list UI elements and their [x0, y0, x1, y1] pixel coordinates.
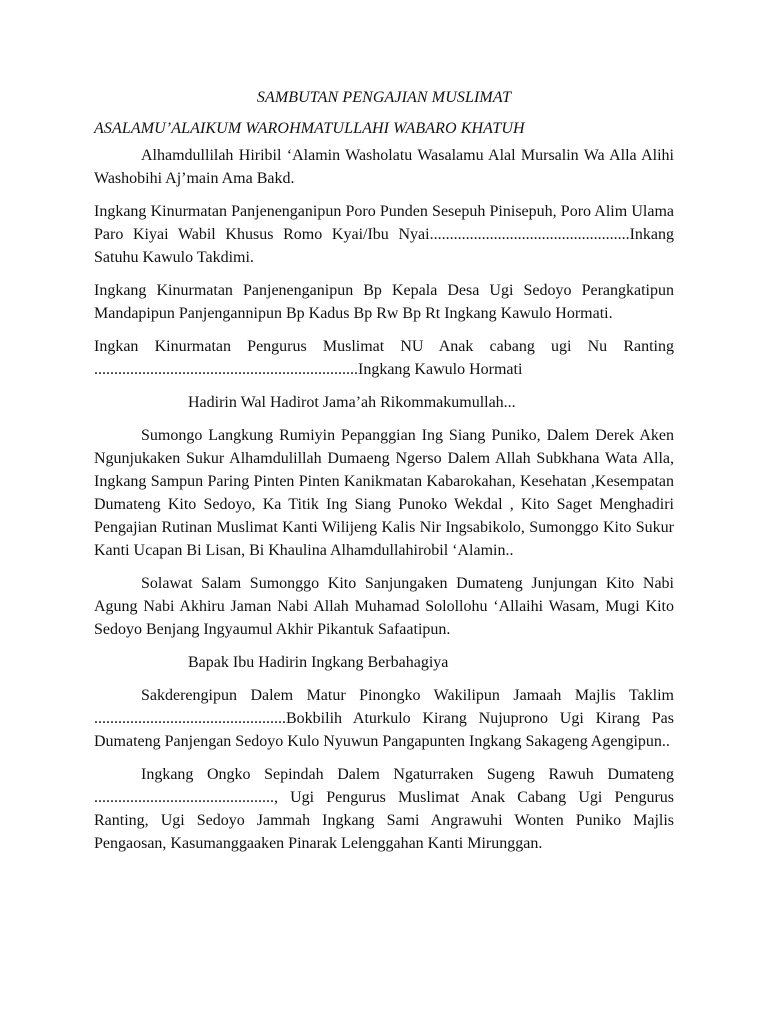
paragraph-salawat: Solawat Salam Sumonggo Kito Sanjungaken Dumateng Junjungan Kito Nabi Agung Nabi Akhiru Jaman Nabi Allah Muhamad Solollohu ‘Allaihi Wasam, Mugi Kito Sedoyo Benjang Ingyaumul Akhir Pikantuk Safaatipun.	[94, 575, 674, 638]
paragraph-address-audience: Hadirin Wal Hadirot Jama’ah Rikommakumullah...	[188, 394, 516, 411]
paragraph-apology: Sakderengipun Dalem Matur Pinongko Wakilipun Jamaah Majlis Taklim ................................................Bokbilih Aturkulo Kirang Nujuprono Ugi Kirang Pas Dumateng Panjengan Sedoyo Kulo Nyuwun Pangapunten Ingkang Sakageng Agengipun..	[94, 687, 674, 750]
paragraph-welcome: Ingkang Ongko Sepindah Dalem Ngaturraken Sugeng Rawuh Dumateng ............................................., Ugi Pengurus Muslimat Anak Cabang Ugi Pengurus Ranting, Ugi Sedoyo Jammah Ingkang Sami Angrawuhi Wonten Puniko Majlis Pengaosan, Kasumanggaaken Pinarak Lelenggahan Kanti Mirunggan.	[94, 766, 674, 852]
paragraph-honorific-board: Ingkan Kinurmatan Pengurus Muslimat NU Anak cabang ugi Nu Ranting ..................................................................Ingkang Kawulo Hormati	[94, 338, 674, 378]
opening-greeting: ASALAMU’ALAIKUM WAROHMATULLAHI WABARO KHATUH	[94, 120, 525, 137]
document-title: SAMBUTAN PENGAJIAN MUSLIMAT	[256, 89, 512, 106]
paragraph-honorific-elders: Ingkang Kinurmatan Panjenenganipun Poro Punden Sesepuh Pinisepuh, Poro Alim Ulama Paro Kiyai Wabil Khusus Romo Kyai/Ibu Nyai..................................................Inkang Satuhu Kawulo Takdimi.	[94, 203, 674, 266]
paragraph-hamdalah: Alhamdullilah Hiribil ‘Alamin Washolatu Wasalamu Alal Mursalin Wa Alla Alihi Washobihi Aj’main Ama Bakd.	[94, 147, 674, 187]
paragraph-address-happy-audience: Bapak Ibu Hadirin Ingkang Berbahagiya	[188, 654, 449, 671]
paragraph-honorific-village-head: Ingkang Kinurmatan Panjenenganipun Bp Kepala Desa Ugi Sedoyo Perangkatipun Mandapipun Panjengannipun Bp Kadus Bp Rw Bp Rt Ingkang Kawulo Hormati.	[94, 282, 674, 322]
paragraph-gratitude: Sumongo Langkung Rumiyin Pepanggian Ing Siang Puniko, Dalem Derek Aken Ngunjukaken Sukur Alhamdulillah Dumaeng Ngerso Dalem Allah Subkhana Wata Alla, Ingkang Sampun Paring Pinten Pinten Kanikmatan Kabarokahan, Kesehatan ,Kesempatan Dumateng Kito Sedoyo, Ka Titik Ing Siang Punoko Wekdal , Kito Saget Menghadiri Pengajian Rutinan Muslimat Kanti Wilijeng Kalis Nir Ingsabikolo, Sumonggo Kito Sukur Kanti Ucapan Bi Lisan, Bi Khaulina Alhamdullahirobil ‘Alamin..	[94, 427, 674, 559]
